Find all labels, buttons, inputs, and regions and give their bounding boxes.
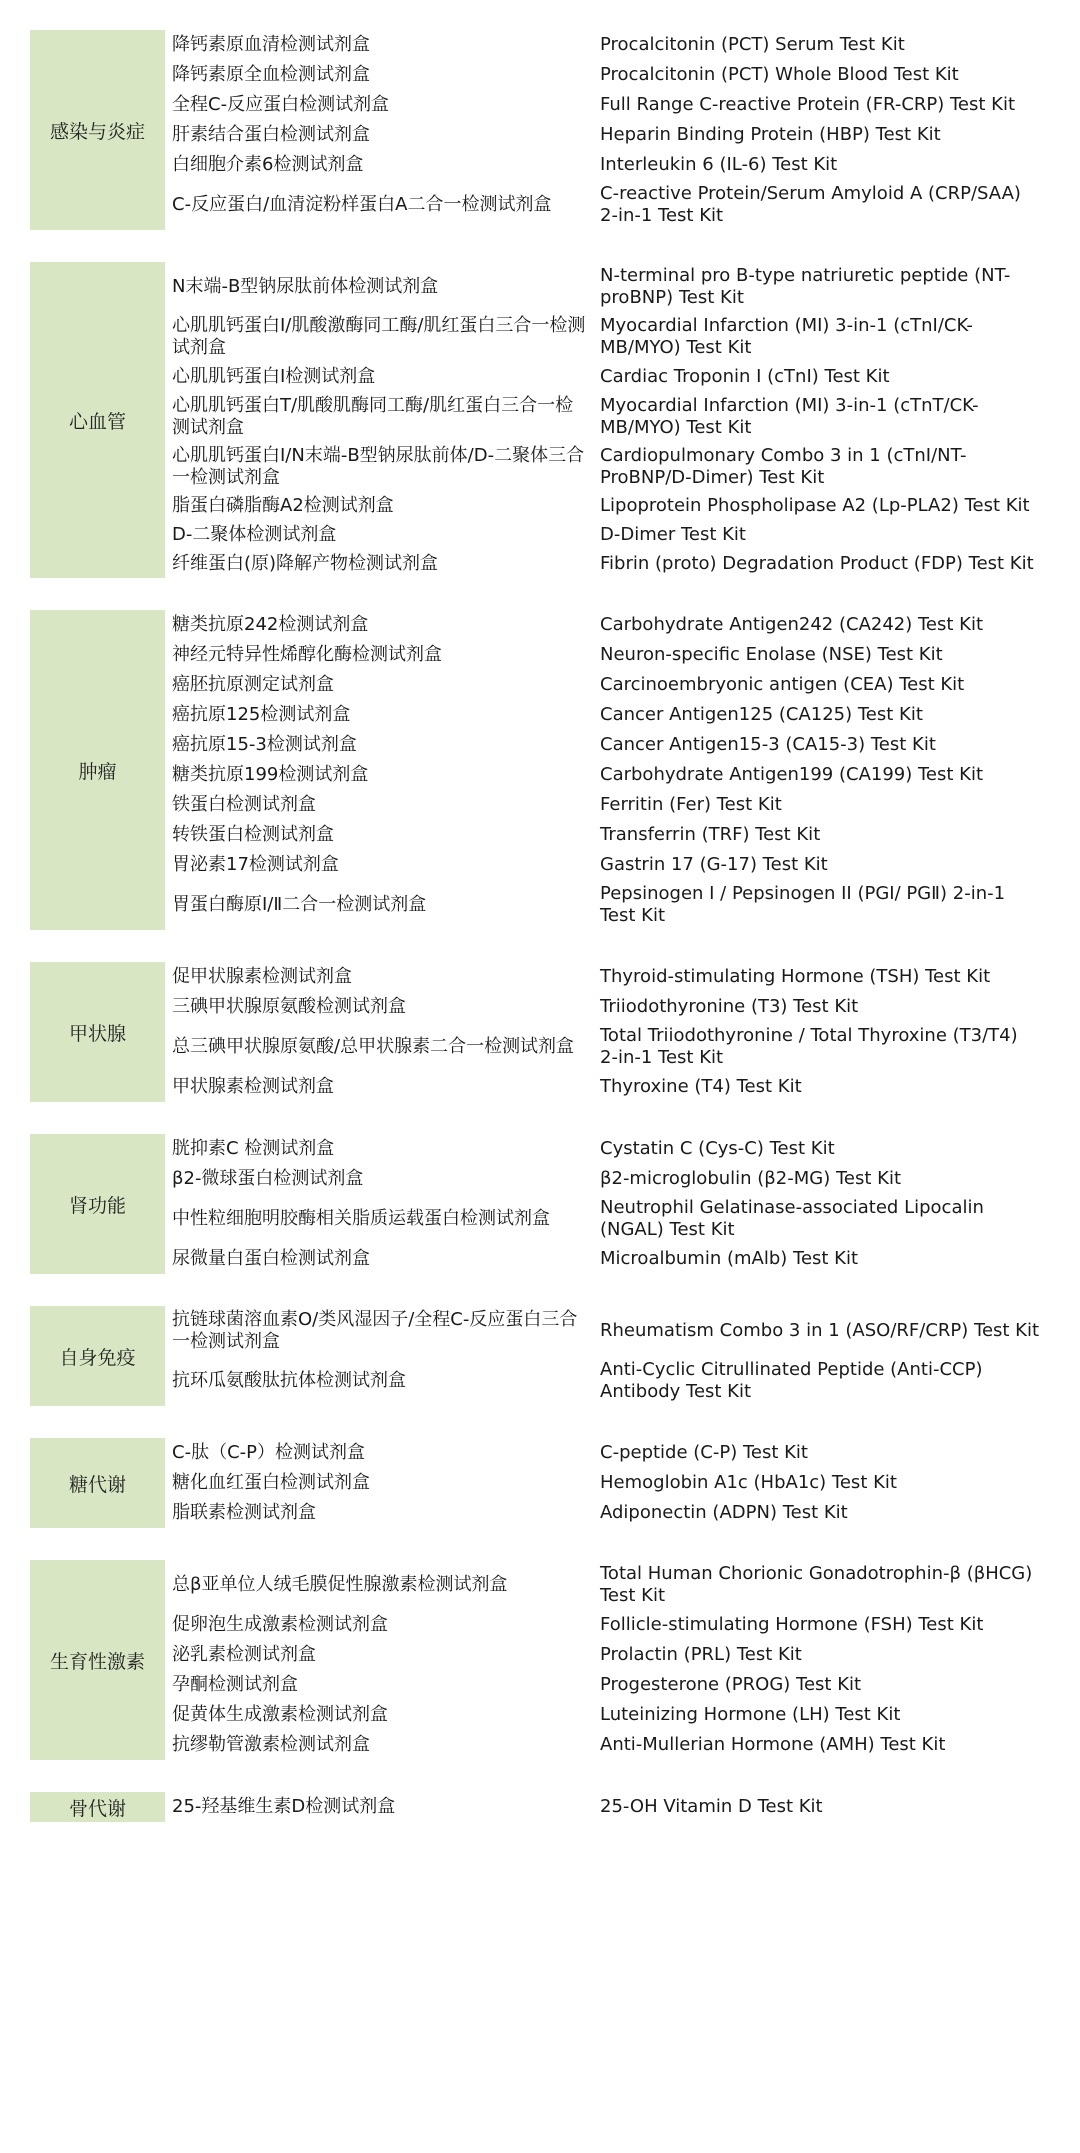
item-name-cn: 抗链球菌溶血素O/类风湿因子/全程C-反应蛋白三合一检测试剂盒 — [172, 1309, 578, 1352]
category-label: 自身免疫 — [30, 1306, 165, 1406]
item-name-cn: 总三碘甲状腺原氨酸/总甲状腺素二合一检测试剂盒 — [172, 1036, 575, 1057]
list-item — [172, 442, 1050, 492]
list-item — [172, 1438, 1050, 1468]
list-item — [172, 850, 1050, 880]
list-item — [172, 362, 1050, 392]
list-item — [172, 1022, 1050, 1072]
category-group-cardiovascular — [30, 262, 1050, 578]
item-name-en: Carbohydrate Antigen242 (CA242) Test Kit — [600, 614, 984, 635]
item-name-cn: C-肽（C-P）检测试剂盒 — [172, 1442, 365, 1463]
item-name-cn: 癌抗原15-3检测试剂盒 — [172, 734, 357, 755]
item-name-en: Pepsinogen I / Pepsinogen II (PGⅠ/ PGⅡ) 2-in-1 Test Kit — [600, 883, 1006, 926]
item-name-en: Total Triiodothyronine / Total Thyroxine (T3/T4) 2-in-1 Test Kit — [600, 1025, 1018, 1068]
item-name-en: Cardiopulmonary Combo 3 in 1 (cTnI/NT-ProBNP/D-Dimer) Test Kit — [600, 445, 967, 488]
item-name-cn: 总β亚单位人绒毛膜促性腺激素检测试剂盒 — [172, 1574, 508, 1595]
list-item — [172, 962, 1050, 992]
item-list — [165, 1438, 1050, 1528]
item-name-cn: 促甲状腺素检测试剂盒 — [172, 966, 352, 987]
category-label: 生育性激素 — [30, 1560, 165, 1760]
item-name-cn: 糖化血红蛋白检测试剂盒 — [172, 1472, 370, 1493]
item-name-en: Adiponectin (ADPN) Test Kit — [600, 1502, 848, 1523]
category-group-bone — [30, 1792, 1050, 1822]
item-name-cn: 25-羟基维生素D检测试剂盒 — [172, 1796, 396, 1817]
list-item — [172, 1468, 1050, 1498]
item-name-en: Procalcitonin (PCT) Whole Blood Test Kit — [600, 64, 959, 85]
list-item — [172, 992, 1050, 1022]
item-name-en: β2-microglobulin (β2-MG) Test Kit — [600, 1168, 901, 1189]
category-label: 感染与炎症 — [30, 30, 165, 230]
item-name-en: Carcinoembryonic antigen (CEA) Test Kit — [600, 674, 965, 695]
item-name-en: Microalbumin (mAlb) Test Kit — [600, 1248, 859, 1269]
item-name-en: N-terminal pro B-type natriuretic peptide (NT-proBNP) Test Kit — [600, 265, 1011, 308]
list-item — [172, 640, 1050, 670]
list-item — [172, 312, 1050, 362]
list-item — [172, 520, 1050, 550]
category-group-infection — [30, 30, 1050, 230]
list-item — [172, 820, 1050, 850]
item-name-cn: 胃泌素17检测试剂盒 — [172, 854, 339, 875]
item-name-cn: 白细胞介素6检测试剂盒 — [172, 154, 364, 175]
item-name-cn: 抗环瓜氨酸肽抗体检测试剂盒 — [172, 1370, 406, 1391]
test-kit-catalog — [30, 30, 1050, 1854]
list-item — [172, 550, 1050, 578]
list-item — [172, 1244, 1050, 1274]
item-name-en: Full Range C-reactive Protein (FR-CRP) Test Kit — [600, 94, 1016, 115]
item-name-cn: 糖类抗原242检测试剂盒 — [172, 614, 369, 635]
item-name-cn: 降钙素原血清检测试剂盒 — [172, 34, 370, 55]
category-group-glucose — [30, 1438, 1050, 1528]
item-name-cn: 神经元特异性烯醇化酶检测试剂盒 — [172, 644, 442, 665]
item-name-en: Myocardial Infarction (MI) 3-in-1 (cTnT/CK-MB/MYO) Test Kit — [600, 395, 979, 438]
item-name-cn: 降钙素原全血检测试剂盒 — [172, 64, 370, 85]
item-name-cn: 中性粒细胞明胶酶相关脂质运载蛋白检测试剂盒 — [172, 1208, 550, 1229]
list-item — [172, 90, 1050, 120]
item-name-cn: 泌乳素检测试剂盒 — [172, 1644, 316, 1665]
item-list — [165, 1134, 1050, 1274]
list-item — [172, 1498, 1050, 1528]
list-item — [172, 60, 1050, 90]
category-group-autoimmune — [30, 1306, 1050, 1406]
item-name-cn: 纤维蛋白(原)降解产物检测试剂盒 — [172, 553, 439, 574]
item-name-cn: 甲状腺素检测试剂盒 — [172, 1076, 334, 1097]
item-name-cn: 胃蛋白酶原Ⅰ/Ⅱ二合一检测试剂盒 — [172, 894, 427, 915]
list-item — [172, 700, 1050, 730]
list-item — [172, 760, 1050, 790]
list-item — [172, 1164, 1050, 1194]
item-name-en: Fibrin (proto) Degradation Product (FDP) Test Kit — [600, 553, 1034, 574]
list-item — [172, 120, 1050, 150]
item-name-en: Lipoprotein Phospholipase A2 (Lp-PLA2) Test Kit — [600, 495, 1030, 516]
item-name-en: Progesterone (PROG) Test Kit — [600, 1674, 862, 1695]
category-label: 肾功能 — [30, 1134, 165, 1274]
item-name-cn: 脂蛋白磷脂酶A2检测试剂盒 — [172, 495, 394, 516]
item-name-cn: 三碘甲状腺原氨酸检测试剂盒 — [172, 996, 406, 1017]
item-name-en: Myocardial Infarction (MI) 3-in-1 (cTnI/CK-MB/MYO) Test Kit — [600, 315, 973, 358]
category-label: 肿瘤 — [30, 610, 165, 930]
item-name-cn: 肝素结合蛋白检测试剂盒 — [172, 124, 370, 145]
item-name-cn: 癌胚抗原测定试剂盒 — [172, 674, 334, 695]
item-name-en: 25-OH Vitamin D Test Kit — [600, 1796, 823, 1817]
item-name-en: Ferritin (Fer) Test Kit — [600, 794, 782, 815]
category-label: 骨代谢 — [30, 1792, 165, 1822]
item-name-en: Transferrin (TRF) Test Kit — [600, 824, 821, 845]
category-label: 心血管 — [30, 262, 165, 578]
item-name-cn: 铁蛋白检测试剂盒 — [172, 794, 316, 815]
item-list — [165, 610, 1050, 930]
category-group-fertility — [30, 1560, 1050, 1760]
item-name-cn: 促卵泡生成激素检测试剂盒 — [172, 1614, 388, 1635]
item-list — [165, 1792, 1050, 1822]
item-list — [165, 1306, 1050, 1406]
item-name-en: Cardiac Troponin I (cTnI) Test Kit — [600, 366, 890, 387]
item-name-en: C-reactive Protein/Serum Amyloid A (CRP/SAA) 2-in-1 Test Kit — [600, 183, 1021, 226]
list-item — [172, 1560, 1050, 1610]
item-name-en: Interleukin 6 (IL-6) Test Kit — [600, 154, 838, 175]
list-item — [172, 1700, 1050, 1730]
item-name-en: D-Dimer Test Kit — [600, 524, 746, 545]
item-name-en: Triiodothyronine (T3) Test Kit — [600, 996, 859, 1017]
item-name-cn: 心肌肌钙蛋白I/肌酸激酶同工酶/肌红蛋白三合一检测试剂盒 — [172, 315, 586, 358]
item-name-cn: 癌抗原125检测试剂盒 — [172, 704, 351, 725]
item-name-en: Cancer Antigen15-3 (CA15-3) Test Kit — [600, 734, 936, 755]
item-name-en: Cystatin C (Cys-C) Test Kit — [600, 1138, 835, 1159]
item-name-cn: 心肌肌钙蛋白I/N末端-B型钠尿肽前体/D-二聚体三合一检测试剂盒 — [172, 445, 585, 488]
category-label: 甲状腺 — [30, 962, 165, 1102]
item-name-en: Thyroid-stimulating Hormone (TSH) Test Kit — [600, 966, 991, 987]
item-name-cn: 胱抑素C 检测试剂盒 — [172, 1138, 335, 1159]
item-name-cn: 心肌肌钙蛋白T/肌酸肌酶同工酶/肌红蛋白三合一检测试剂盒 — [172, 395, 574, 438]
list-item — [172, 1134, 1050, 1164]
list-item — [172, 730, 1050, 760]
list-item — [172, 262, 1050, 312]
list-item — [172, 150, 1050, 180]
list-item — [172, 1356, 1050, 1406]
item-name-en: Carbohydrate Antigen199 (CA199) Test Kit — [600, 764, 984, 785]
item-name-en: Cancer Antigen125 (CA125) Test Kit — [600, 704, 923, 725]
item-list — [165, 1560, 1050, 1760]
category-group-thyroid — [30, 962, 1050, 1102]
list-item — [172, 1730, 1050, 1760]
item-name-cn: 全程C-反应蛋白检测试剂盒 — [172, 94, 390, 115]
list-item — [172, 880, 1050, 930]
item-name-en: Thyroxine (T4) Test Kit — [600, 1076, 802, 1097]
item-name-cn: 转铁蛋白检测试剂盒 — [172, 824, 334, 845]
item-name-en: Anti-Cyclic Citrullinated Peptide (Anti-CCP) Antibody Test Kit — [600, 1359, 983, 1402]
item-name-en: Prolactin (PRL) Test Kit — [600, 1644, 802, 1665]
list-item — [172, 1306, 1050, 1356]
list-item — [172, 1072, 1050, 1102]
item-name-en: Procalcitonin (PCT) Serum Test Kit — [600, 34, 905, 55]
item-name-cn: D-二聚体检测试剂盒 — [172, 524, 337, 545]
item-name-en: Neutrophil Gelatinase-associated Lipocalin (NGAL) Test Kit — [600, 1197, 984, 1240]
item-name-en: Rheumatism Combo 3 in 1 (ASO/RF/CRP) Test Kit — [600, 1320, 1040, 1341]
list-item — [172, 790, 1050, 820]
list-item — [172, 392, 1050, 442]
list-item — [172, 180, 1050, 230]
item-name-cn: 抗缪勒管激素检测试剂盒 — [172, 1734, 370, 1755]
list-item — [172, 1792, 1050, 1822]
item-name-en: Luteinizing Hormone (LH) Test Kit — [600, 1704, 901, 1725]
list-item — [172, 670, 1050, 700]
item-name-en: Neuron-specific Enolase (NSE) Test Kit — [600, 644, 943, 665]
list-item — [172, 1640, 1050, 1670]
item-name-en: Follicle-stimulating Hormone (FSH) Test Kit — [600, 1614, 984, 1635]
item-name-en: Total Human Chorionic Gonadotrophin-β (βHCG) Test Kit — [600, 1563, 1033, 1606]
item-name-cn: 促黄体生成激素检测试剂盒 — [172, 1704, 388, 1725]
item-name-cn: 孕酮检测试剂盒 — [172, 1674, 298, 1695]
item-name-en: Heparin Binding Protein (HBP) Test Kit — [600, 124, 941, 145]
category-group-tumor — [30, 610, 1050, 930]
item-name-en: C-peptide (C-P) Test Kit — [600, 1442, 808, 1463]
list-item — [172, 1670, 1050, 1700]
item-name-cn: C-反应蛋白/血清淀粉样蛋白A二合一检测试剂盒 — [172, 194, 552, 215]
list-item — [172, 492, 1050, 520]
item-name-en: Hemoglobin A1c (HbA1c) Test Kit — [600, 1472, 897, 1493]
list-item — [172, 1194, 1050, 1244]
category-group-kidney — [30, 1134, 1050, 1274]
item-list — [165, 30, 1050, 230]
item-name-cn: 尿微量白蛋白检测试剂盒 — [172, 1248, 370, 1269]
item-name-en: Gastrin 17 (G-17) Test Kit — [600, 854, 828, 875]
list-item — [172, 610, 1050, 640]
item-list — [165, 962, 1050, 1102]
item-name-cn: β2-微球蛋白检测试剂盒 — [172, 1168, 364, 1189]
list-item — [172, 30, 1050, 60]
item-name-cn: 脂联素检测试剂盒 — [172, 1502, 316, 1523]
item-name-cn: 心肌肌钙蛋白I检测试剂盒 — [172, 366, 376, 387]
item-name-en: Anti-Mullerian Hormone (AMH) Test Kit — [600, 1734, 946, 1755]
item-list — [165, 262, 1050, 578]
item-name-cn: N末端-B型钠尿肽前体检测试剂盒 — [172, 276, 439, 297]
list-item — [172, 1610, 1050, 1640]
category-label: 糖代谢 — [30, 1438, 165, 1528]
item-name-cn: 糖类抗原199检测试剂盒 — [172, 764, 369, 785]
